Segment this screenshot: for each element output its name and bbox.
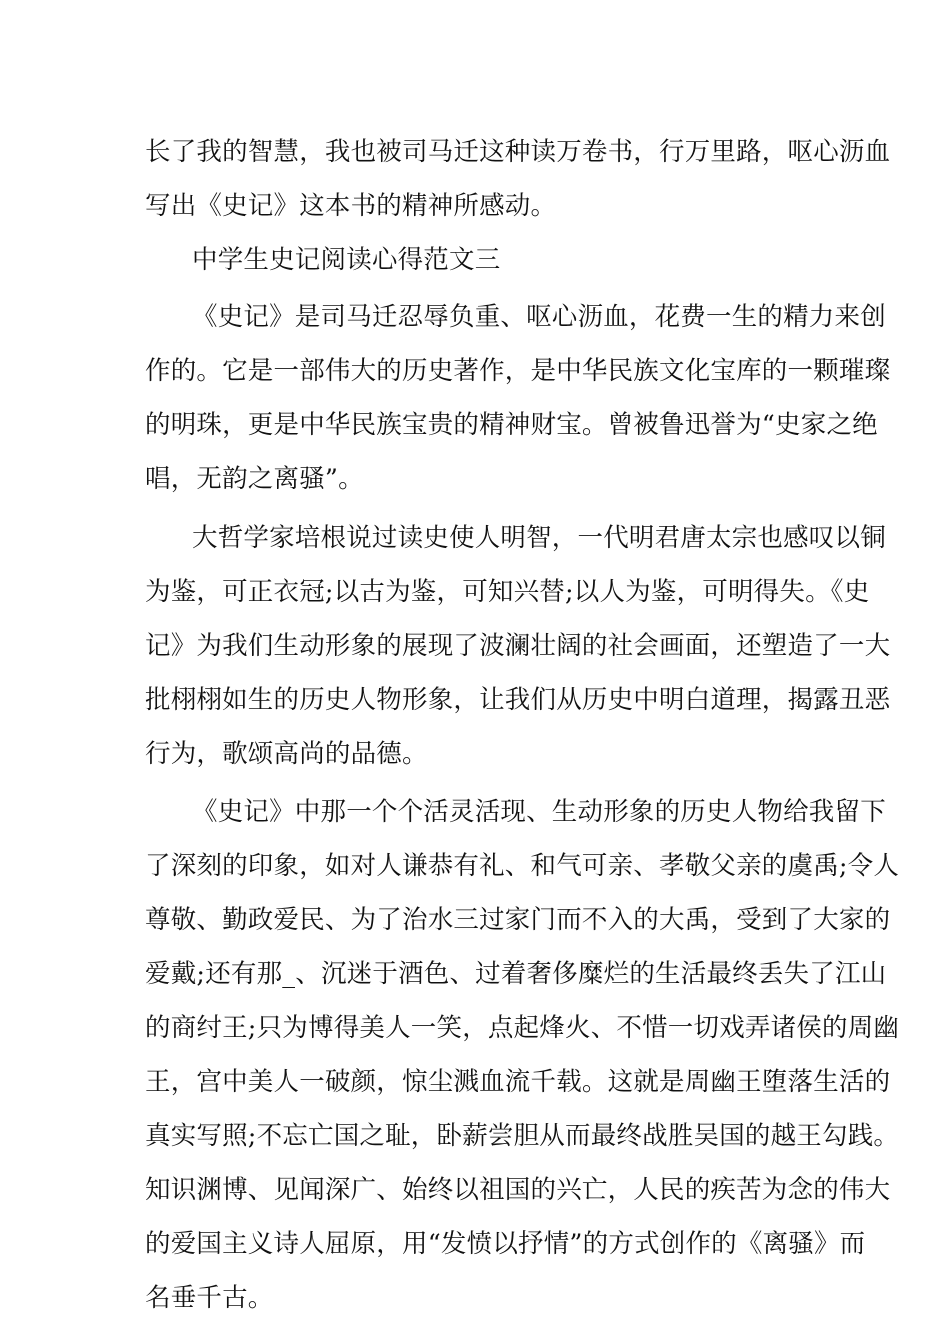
paragraph-line: 作的。它是一部伟大的历史著作，是中华民族文化宝库的一颗璀璨 xyxy=(145,356,891,386)
paragraph-line: 尊敬、勤政爱民、为了治水三过家门而不入的大禹，受到了大家的 xyxy=(145,905,891,935)
paragraph-line: 行为，歌颂高尚的品德。 xyxy=(145,739,428,769)
paragraph-line: 写出《史记》这本书的精神所感动。 xyxy=(145,191,557,221)
paragraph-line: 爱戴;还有那_、沉迷于酒色、过着奢侈糜烂的生活最终丢失了江山 xyxy=(145,959,887,989)
paragraph-line: 大哲学家培根说过读史使人明智，一代明君唐太宗也感叹以铜 xyxy=(192,523,886,553)
paragraph-line: 了深刻的印象，如对人谦恭有礼、和气可亲、孝敬父亲的虞禹;令人 xyxy=(145,851,900,881)
paragraph-line: 为鉴，可正衣冠;以古为鉴，可知兴替;以人为鉴，可明得失。《史 xyxy=(145,577,870,607)
paragraph-line: 的明珠，更是中华民族宝贵的精神财宝。曾被鲁迅誉为“史家之绝 xyxy=(145,410,878,440)
section-heading: 中学生史记阅读心得范文三 xyxy=(192,245,501,275)
paragraph-line: 记》为我们生动形象的展现了波澜壮阔的社会画面，还塑造了一大 xyxy=(145,631,891,661)
paragraph-line: 《史记》是司马迁忍辱负重、呕心沥血，花费一生的精力来创 xyxy=(192,302,886,332)
paragraph-line: 《史记》中那一个个活灵活现、生动形象的历史人物给我留下 xyxy=(192,797,886,827)
paragraph-line: 长了我的智慧，我也被司马迁这种读万卷书，行万里路，呕心沥血 xyxy=(145,137,891,167)
paragraph-line: 知识渊博、见闻深广、始终以祖国的兴亡，人民的疾苦为念的伟大 xyxy=(145,1175,891,1205)
paragraph-line: 的商纣王;只为博得美人一笑，点起烽火、不惜一切戏弄诸侯的周幽 xyxy=(145,1013,900,1043)
paragraph-line: 唱，无韵之离骚”。 xyxy=(145,464,364,494)
paragraph-line: 王，宫中美人一破颜，惊尘溅血流千载。这就是周幽王堕落生活的 xyxy=(145,1067,891,1097)
paragraph-line: 的爱国主义诗人屈原，用“发愤以抒情”的方式创作的《离骚》而 xyxy=(145,1229,866,1259)
paragraph-line: 真实写照;不忘亡国之耻，卧薪尝胆从而最终战胜吴国的越王勾践。 xyxy=(145,1121,900,1151)
paragraph-line: 名垂千古。 xyxy=(145,1283,274,1313)
paragraph-line: 批栩栩如生的历史人物形象，让我们从历史中明白道理，揭露丑恶 xyxy=(145,685,891,715)
